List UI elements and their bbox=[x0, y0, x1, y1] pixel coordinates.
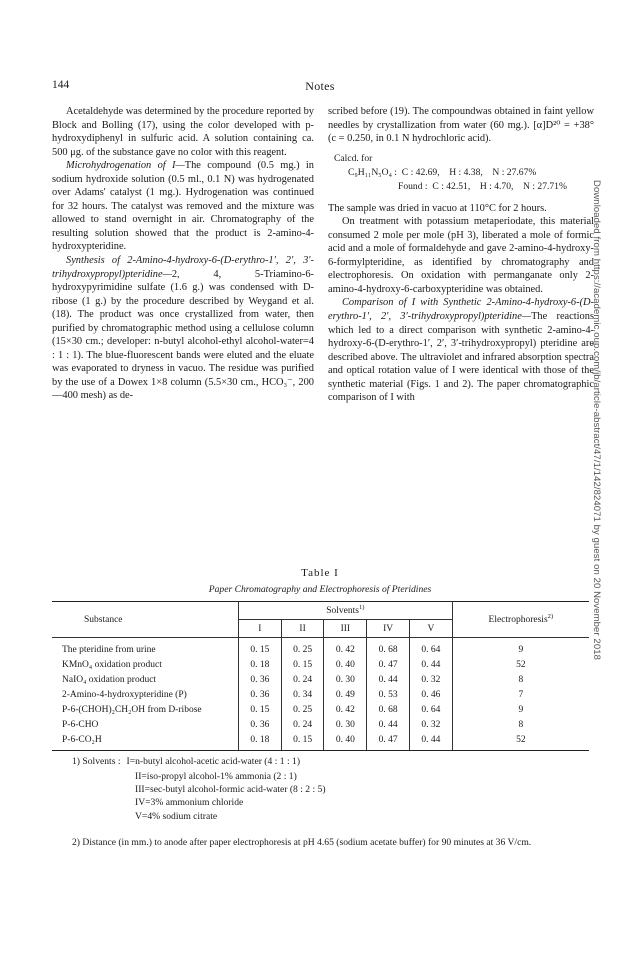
rf-cell: 0. 25 bbox=[281, 702, 324, 717]
rf-cell: 0. 42 bbox=[324, 638, 367, 658]
electrophoresis-cell: 9 bbox=[518, 704, 524, 715]
rf-cell: 0. 49 bbox=[324, 687, 367, 702]
synthesis-text: 2, 4, 5-Triamino-6-hydroxypyrimidine sulfate (1.6 g.) was condensed with D-ribose (1 g.) by the procedure described by Weygand et al. (18). The product was once crystallized from water, then purified by chromatographic method using a cellulose column (15×30 cm.; developer: n-butyl alcohol-ethyl alcohol-water=4 : 1 : 1). The blue-fluorescent bands were eluted and the eluate was evaporated to dryness in vacuo. The residue was purified by the use of a Dowex 1×8 column (5.5×30 cm., HCO₃⁻, 200—400 mesh) as de- bbox=[52, 268, 314, 402]
pteridine-table bbox=[52, 601, 589, 751]
electrophoresis-header bbox=[452, 602, 589, 638]
calcd-label: Calcd. for bbox=[334, 152, 373, 164]
calcd-formula: C₉H₁₁N₅O₄ : bbox=[348, 166, 397, 178]
calcd-row bbox=[334, 166, 594, 180]
table-header-row bbox=[52, 602, 589, 620]
found-row bbox=[334, 180, 594, 194]
crystallization-paragraph: scribed before (19). The compoundwas obtained in faint yellow needles by crystallization from water (60 mg.). [α]D²⁰ = +38° (c = 0.250, in 0.1 N hydrochloric acid). bbox=[328, 106, 594, 145]
electrophoresis-cell: 52 bbox=[452, 732, 589, 751]
rf-cell: 0. 47 bbox=[367, 657, 410, 672]
rf-cell: 0. 40 bbox=[324, 732, 367, 751]
rf-cell: 0. 36 bbox=[239, 672, 282, 687]
comparison-heading: Comparison of I with Synthetic 2-Amino-4-hydroxy-6-(D-erythro-1′, 2′, 3′-trihydroxypropyl)pteridine— bbox=[328, 297, 594, 323]
table-row bbox=[52, 717, 589, 732]
substance-cell: P-6-(CHOH)₂CH₂OH from D-ribose bbox=[52, 702, 239, 717]
table-row bbox=[52, 732, 589, 751]
solvent-definitions bbox=[135, 770, 326, 823]
solvent-def: I=n-butyl alcohol-acetic acid-water (4 : 1 : 1) bbox=[126, 756, 301, 767]
rf-cell: 0. 36 bbox=[239, 717, 282, 732]
rf-cell: 0. 30 bbox=[324, 672, 367, 687]
footnote-2: 2) Distance (in mm.) to anode after paper electrophoresis at pH 4.65 (sodium acetate buffer) for 90 minutes at 36 V/cm. bbox=[72, 837, 532, 848]
solvents-header bbox=[239, 602, 453, 620]
rf-cell: 0. 68 bbox=[367, 702, 410, 717]
solvents-footnote-mark: 1) bbox=[358, 603, 365, 611]
solvent-col-header: IV bbox=[367, 620, 410, 638]
rf-cell: 0. 47 bbox=[367, 732, 410, 751]
rf-cell: 0. 34 bbox=[281, 687, 324, 702]
acetaldehyde-paragraph: Acetaldehyde was determined by the procedure reported by Block and Bolling (17), using the color developed with p-hydroxydiphenyl in sulfuric acid. A solution containing ca. 500 μg. of the substance gave no color with this reagent. bbox=[52, 106, 314, 158]
electrophoresis-cell: 9 bbox=[518, 644, 524, 655]
right-column bbox=[328, 105, 594, 405]
rf-cell: 0. 15 bbox=[239, 702, 282, 717]
microhydrogenation-heading: Microhydrogenation of I— bbox=[66, 160, 185, 172]
solvent-col-header: I bbox=[239, 620, 282, 638]
rf-cell: 0. 46 bbox=[410, 687, 453, 702]
substance-cell: P-6-CHO bbox=[52, 717, 239, 732]
table-caption: Paper Chromatography and Electrophoresis of Pteridines bbox=[208, 584, 432, 595]
synthesis-paragraph bbox=[52, 254, 314, 403]
found-label: Found : bbox=[398, 180, 428, 192]
rf-cell: 0. 18 bbox=[239, 732, 282, 751]
microhydrogenation-paragraph bbox=[52, 159, 314, 254]
rf-cell: 0. 53 bbox=[367, 687, 410, 702]
rf-cell: 0. 18 bbox=[239, 657, 282, 672]
rf-cell: 0. 40 bbox=[324, 657, 367, 672]
calcd-values: C : 42.69, H : 4.38, N : 27.67% bbox=[401, 166, 537, 178]
substance-cell: KMnO₄ oxidation product bbox=[52, 657, 239, 672]
substance-header: Substance bbox=[52, 602, 239, 638]
table-row bbox=[52, 657, 589, 672]
solvent-col-header: V bbox=[410, 620, 453, 638]
rf-cell: 0. 44 bbox=[410, 657, 453, 672]
page-number: 144 bbox=[52, 79, 70, 91]
comparison-text: The reactions which led to a direct comparison with synthetic 2-amino-4-hydroxy-6-(D-erythro-1′, 2′, 3′-trihydroxypropyl) pteridine are described above. The ultraviolet and infrared absorption spectra and optical rotation value of I were identical with those of the synthetic material (Figs. 1 and 2). The paper chromatographic comparison of I with bbox=[328, 311, 594, 404]
elemental-analysis bbox=[334, 152, 594, 194]
rf-cell: 0. 44 bbox=[410, 732, 453, 751]
rf-cell: 0. 15 bbox=[281, 657, 324, 672]
table-row bbox=[52, 702, 589, 717]
periodate-paragraph: On treatment with potassium metaperiodate, this material consumed 2 mole per mole (pH 3), liberated a mole of formic acid and a mole of formaldehyde and gave 2-amino-4-hydroxy-6-formylpteridine, as identified by chromatography and electrophoresis. On oxidation with permanganate only 2-amino-4-hydroxy-6-carboxypteridine was obtained. bbox=[328, 216, 594, 295]
rf-cell: 0. 44 bbox=[367, 672, 410, 687]
solvent-def: V=4% sodium citrate bbox=[135, 810, 218, 822]
rf-cell: 0. 24 bbox=[281, 672, 324, 687]
rf-cell: 0. 32 bbox=[410, 672, 453, 687]
found-values: C : 42.51, H : 4.70, N : 27.71% bbox=[432, 180, 567, 192]
substance-cell: 2-Amino-4-hydroxypteridine (P) bbox=[52, 687, 239, 702]
running-head: Notes bbox=[305, 79, 335, 93]
rf-cell: 0. 64 bbox=[410, 702, 453, 717]
microhydrogenation-text: The compound (0.5 mg.) in sodium hydroxide solution (0.5 ml., 0.1 N) was hydrogenated over Adams' catalyst (1 mg.). Hydrogenation was continued for 32 hours. The catalyst was removed and the mixture was allowed to stand overnight in air. Chromatography of the resulting solution showed that the product is 2-amino-4-hydroxypteridine. bbox=[52, 160, 315, 253]
rf-cell: 0. 25 bbox=[281, 638, 324, 658]
solvent-col-header: II bbox=[281, 620, 324, 638]
electrophoresis-cell: 7 bbox=[518, 689, 524, 700]
electrophoresis-cell: 8 bbox=[518, 674, 524, 685]
solvent-def: IV=3% ammonium chloride bbox=[135, 797, 244, 809]
rf-cell: 0. 42 bbox=[324, 702, 367, 717]
substance-cell: P-6-CO₂H bbox=[52, 732, 239, 751]
table-row bbox=[52, 638, 589, 658]
solvent-def: II=iso-propyl alcohol-1% ammonia (2 : 1) bbox=[135, 771, 297, 782]
rf-cell: 0. 24 bbox=[281, 717, 324, 732]
solvent-col-header: III bbox=[324, 620, 367, 638]
table-row bbox=[52, 672, 589, 687]
page-header bbox=[52, 79, 588, 95]
solvent-def: III=sec-butyl alcohol-formic acid-water (8 : 2 : 5) bbox=[135, 784, 326, 796]
rf-cell: 0. 15 bbox=[281, 732, 324, 751]
watermark-text: Downloaded from https://academic.oup.com/jb/article-abstract/47/1/142/824071 by guest on 20 November 2018 bbox=[591, 180, 602, 660]
table-row bbox=[52, 687, 589, 702]
electrophoresis-cell: 8 bbox=[518, 719, 524, 730]
electrophoresis-header-text: Electrophoresis bbox=[488, 614, 548, 625]
rf-cell: 0. 36 bbox=[239, 687, 282, 702]
substance-cell: NaIO₄ oxidation product bbox=[52, 672, 239, 687]
download-watermark bbox=[590, 180, 604, 950]
substance-cell: The pteridine from urine bbox=[52, 638, 239, 658]
rf-cell: 0. 64 bbox=[410, 638, 453, 658]
electrophoresis-cell: 52 bbox=[516, 659, 526, 670]
rf-cell: 0. 68 bbox=[367, 638, 410, 658]
rf-cell: 0. 44 bbox=[367, 717, 410, 732]
drying-paragraph: The sample was dried in vacuo at 110°C for 2 hours. bbox=[328, 202, 547, 214]
left-column bbox=[52, 105, 314, 403]
rf-cell: 0. 15 bbox=[239, 638, 282, 658]
solvents-header-text: Solvents bbox=[326, 605, 359, 616]
comparison-paragraph bbox=[328, 296, 594, 404]
footnote-1-label: 1) Solvents : bbox=[72, 756, 121, 767]
synthesis-heading: Synthesis of 2-Amino-4-hydroxy-6-(D-erythro-1′, 2′, 3′-trihydroxypropyl)pteridine— bbox=[52, 255, 314, 280]
rf-cell: 0. 32 bbox=[410, 717, 453, 732]
footnote-1-lead bbox=[52, 755, 592, 768]
rf-cell: 0. 30 bbox=[324, 717, 367, 732]
electrophoresis-footnote-mark: 2) bbox=[547, 612, 554, 620]
table-label: Table I bbox=[301, 567, 339, 579]
